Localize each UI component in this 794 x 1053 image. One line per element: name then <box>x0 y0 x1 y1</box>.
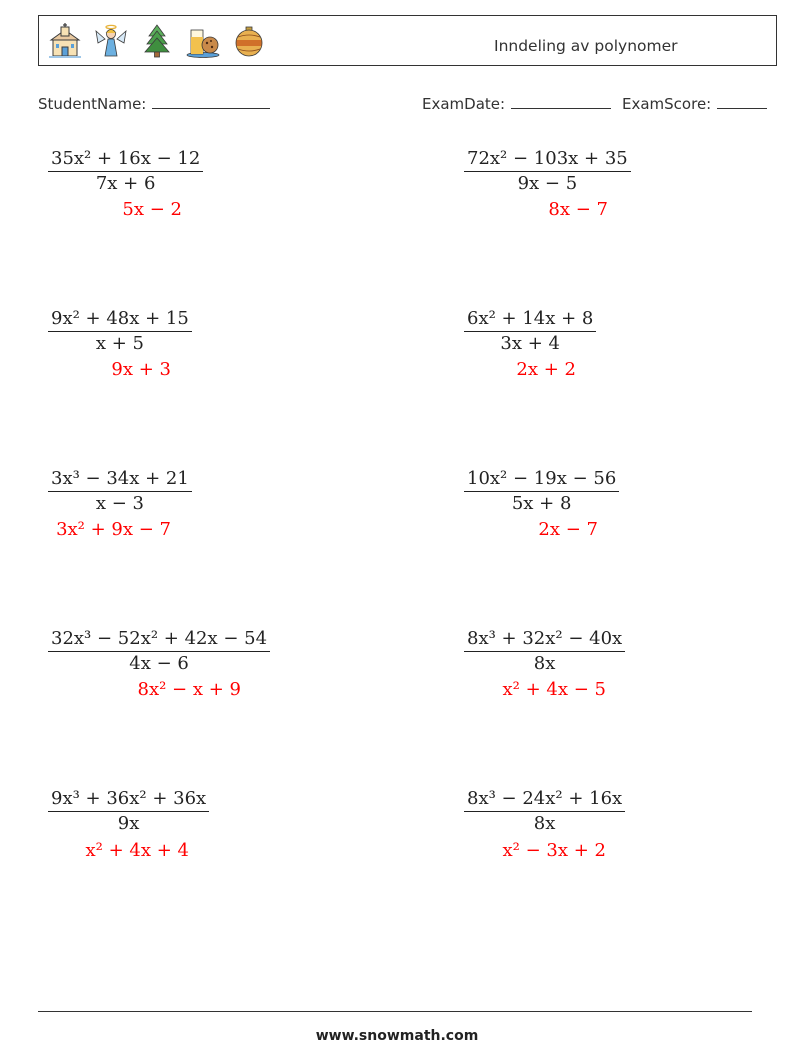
denominator: 5x + 8 <box>511 493 572 514</box>
fraction <box>48 308 192 355</box>
answer-2: 8x − 7 <box>548 199 608 220</box>
exam-date-label: ExamDate: <box>422 95 506 113</box>
fraction <box>48 148 203 195</box>
numerator: 9x³ + 36x² + 36x <box>48 788 209 812</box>
denominator: 9x <box>117 813 140 834</box>
answer-9: x² + 4x + 4 <box>85 840 189 861</box>
student-name-blank <box>152 94 270 109</box>
problem-4 <box>464 308 596 355</box>
fraction <box>464 788 625 835</box>
exam-score-label: ExamScore: <box>622 95 712 113</box>
student-name-field <box>38 94 270 113</box>
denominator: 7x + 6 <box>95 173 156 194</box>
denominator: 8x <box>533 813 556 834</box>
problem-8 <box>464 628 625 675</box>
problem-2 <box>464 148 631 195</box>
answer-10: x² − 3x + 2 <box>502 840 606 861</box>
answer-4: 2x + 2 <box>516 359 576 380</box>
fraction <box>48 468 192 515</box>
answer-1: 5x − 2 <box>122 199 182 220</box>
header-icons <box>47 23 267 61</box>
denominator: 8x <box>533 653 556 674</box>
fraction <box>464 468 619 515</box>
answer-6: 2x − 7 <box>538 519 598 540</box>
numerator: 3x³ − 34x + 21 <box>48 468 192 492</box>
problem-6 <box>464 468 619 515</box>
fraction <box>464 628 625 675</box>
angel-icon <box>93 23 129 59</box>
student-name-label: StudentName: <box>38 95 147 113</box>
numerator: 10x² − 19x − 56 <box>464 468 619 492</box>
denominator: x + 5 <box>95 333 144 354</box>
exam-score-blank <box>717 94 767 109</box>
problem-3 <box>48 308 192 355</box>
problem-1 <box>48 148 203 195</box>
fraction <box>464 308 596 355</box>
answer-7: 8x² − x + 9 <box>137 679 241 700</box>
fraction <box>48 788 209 835</box>
numerator: 9x² + 48x + 15 <box>48 308 192 332</box>
fraction <box>48 628 270 675</box>
denominator: 3x + 4 <box>500 333 560 354</box>
milk-and-cookie-icon <box>185 23 221 59</box>
exam-score-field <box>622 94 767 113</box>
problem-7 <box>48 628 270 675</box>
footer-divider <box>38 1011 752 1012</box>
church-icon <box>47 23 83 59</box>
numerator: 72x² − 103x + 35 <box>464 148 631 172</box>
answer-3: 9x + 3 <box>111 359 171 380</box>
ornament-ball-icon <box>231 23 267 59</box>
numerator: 8x³ + 32x² − 40x <box>464 628 625 652</box>
worksheet-title: Inndeling av polynomer <box>494 37 678 55</box>
numerator: 32x³ − 52x² + 42x − 54 <box>48 628 270 652</box>
answer-8: x² + 4x − 5 <box>502 679 606 700</box>
worksheet-header <box>38 15 777 66</box>
fraction <box>464 148 631 195</box>
denominator: 9x − 5 <box>517 173 578 194</box>
numerator: 35x² + 16x − 12 <box>48 148 203 172</box>
answer-5: 3x² + 9x − 7 <box>56 519 171 540</box>
denominator: x − 3 <box>95 493 144 514</box>
exam-date-field <box>422 94 611 113</box>
footer-url[interactable]: www.snowmath.com <box>315 1028 479 1044</box>
christmas-tree-icon <box>139 23 175 59</box>
problem-9 <box>48 788 209 835</box>
exam-date-blank <box>511 94 611 109</box>
numerator: 6x² + 14x + 8 <box>464 308 596 332</box>
problem-5 <box>48 468 192 515</box>
problem-10 <box>464 788 625 835</box>
denominator: 4x − 6 <box>129 653 189 674</box>
numerator: 8x³ − 24x² + 16x <box>464 788 625 812</box>
